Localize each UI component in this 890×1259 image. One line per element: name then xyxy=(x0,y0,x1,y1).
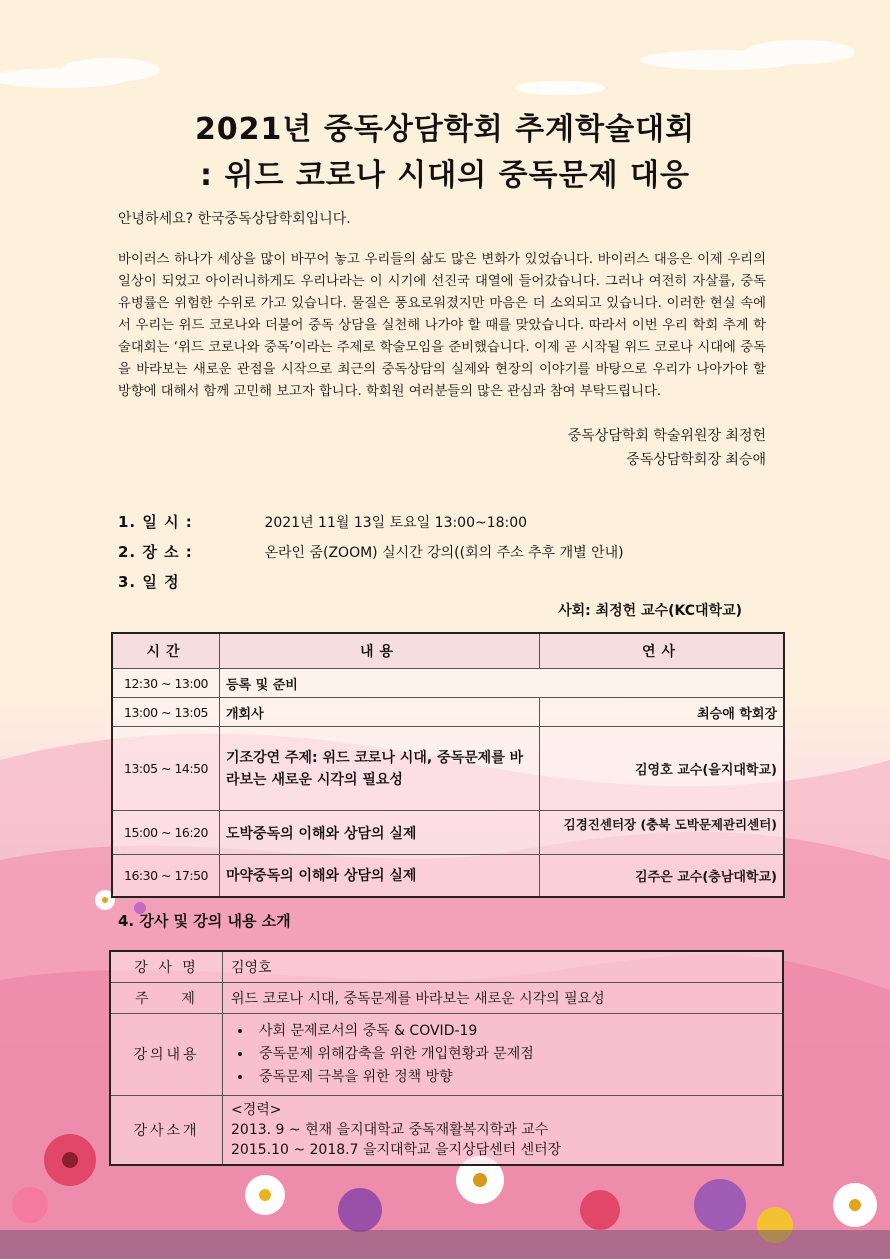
career-heading: <경력> xyxy=(231,1101,282,1118)
header-content: 내용 xyxy=(220,633,540,669)
signature-committee-chair: 중독상담학회 학술위원장 최정헌 xyxy=(567,428,766,444)
table-row xyxy=(110,951,783,982)
content-label: 강의내용 xyxy=(110,1013,223,1095)
topic-value: 위드 코로나 시대, 중독문제를 바라보는 새로운 시각의 필요성 xyxy=(223,982,784,1013)
row-time: 16:30 ~ 17:50 xyxy=(112,855,220,897)
header-speaker: 연사 xyxy=(540,633,785,669)
lecturer-table xyxy=(109,950,784,1166)
moderator-text: 사회: 최정헌 교수(KC대학교) xyxy=(558,603,742,619)
career-item: 2015.10 ~ 2018.7 을지대학교 을지상담센터 센터장 xyxy=(231,1141,562,1158)
place-label: 2. 장 소 : xyxy=(118,543,193,561)
intro-paragraph: 바이러스 하나가 세상을 많이 바꾸어 놓고 우리들의 삶도 많은 변화가 있었습니다. 바이러스 대응은 이제 우리의 일상이 되었고 아이러니하게도 우리나라는 이 시기에 선진국 대열에 들어갔습니다. 그러나 여전히 자살률, 중독 유병률은 위험한 수위로 가고 있습니다. 물질은 풍요로워졌지만 마음은 더 소외되고 있습니다. 이러한 현실 속에서 우리는 위드 코로나와 더불어 중독 상담을 실천해 나가야 할 때를 맞았습니다. 따라서 이번 우리 학회 추계 학술대회는 ‘위드 코로나와 중독’이라는 주제로 학술모임을 준비했습니다. 이제 곧 시작될 위드 코로나 시대에 중독을 바라보는 새로운 관점을 시작으로 최근의 중독상담의 실제와 현장의 이야기를 바탕으로 우리가 나아가야 할 방향에 대해서 함께 고민해 보고자 합니다. 학회원 여러분들의 많은 관심과 참여 부탁드립니다. xyxy=(118,252,766,399)
header-time: 시간 xyxy=(112,633,220,669)
table-row xyxy=(110,1095,783,1165)
page-title: 2021년 중독상담학회 추계학술대회 xyxy=(194,112,696,147)
row-speaker: 최승애 학회장 xyxy=(540,698,785,727)
content-list xyxy=(231,1020,781,1089)
greeting-text: 안녕하세요? 한국중독상담학회입니다. xyxy=(118,211,351,227)
signature-president: 중독상담학회장 최승애 xyxy=(626,452,766,468)
career-item: 2013. 9 ~ 현재 을지대학교 중독재활복지학과 교수 xyxy=(231,1121,549,1138)
row-time: 12:30 ~ 13:00 xyxy=(112,669,220,698)
row-speaker: 김경진센터장 (충북 도박문제관리센터) xyxy=(540,811,785,855)
table-row xyxy=(112,811,784,855)
row-content: 개회사 xyxy=(220,698,540,727)
row-time: 13:05 ~ 14:50 xyxy=(112,727,220,811)
info-schedule xyxy=(118,571,260,592)
table-row xyxy=(112,669,784,698)
topic-label: 주 제 xyxy=(110,982,223,1013)
date-label: 1. 일 시 : xyxy=(118,513,193,531)
place-value: 온라인 줌(ZOOM) 실시간 강의((회의 주소 추후 개별 안내) xyxy=(264,545,624,561)
row-time: 13:00 ~ 13:05 xyxy=(112,698,220,727)
table-row xyxy=(110,982,783,1013)
row-content: 마약중독의 이해와 상담의 실제 xyxy=(220,855,540,897)
schedule-header-row xyxy=(112,633,784,669)
table-row xyxy=(112,727,784,811)
section-4-title: 4. 강사 및 강의 내용 소개 xyxy=(118,912,291,930)
list-item: • 중독문제 극복을 위한 정책 방향 xyxy=(253,1066,781,1089)
lecturer-name-value: 김영호 xyxy=(223,951,784,982)
date-value: 2021년 11월 13일 토요일 13:00~18:00 xyxy=(264,515,528,531)
schedule-label: 3. 일 정 xyxy=(118,573,180,591)
info-date xyxy=(118,511,527,532)
page-subtitle: : 위드 코로나 시대의 중독문제 대응 xyxy=(200,158,690,193)
row-content: 기조강연 주제: 위드 코로나 시대, 중독문제를 바라보는 새로운 시각의 필요성 xyxy=(220,727,540,811)
intro-label: 강사소개 xyxy=(110,1095,223,1165)
row-content: 도박중독의 이해와 상담의 실제 xyxy=(220,811,540,855)
lecturer-name-label: 강 사 명 xyxy=(110,951,223,982)
schedule-table xyxy=(111,632,785,898)
career-cell xyxy=(223,1095,784,1165)
table-row xyxy=(112,855,784,897)
table-row xyxy=(110,1013,783,1095)
row-speaker: 김주은 교수(충남대학교) xyxy=(540,855,785,897)
row-content: 등록 및 준비 xyxy=(220,669,785,698)
info-place xyxy=(118,541,624,562)
row-speaker: 김영호 교수(을지대학교) xyxy=(540,727,785,811)
row-time: 15:00 ~ 16:20 xyxy=(112,811,220,855)
list-item: • 중독문제 위해감축을 위한 개입현황과 문제점 xyxy=(253,1043,781,1066)
list-item: • 사회 문제로서의 중독 & COVID-19 xyxy=(253,1020,781,1043)
content-list-cell xyxy=(223,1013,784,1095)
table-row xyxy=(112,698,784,727)
